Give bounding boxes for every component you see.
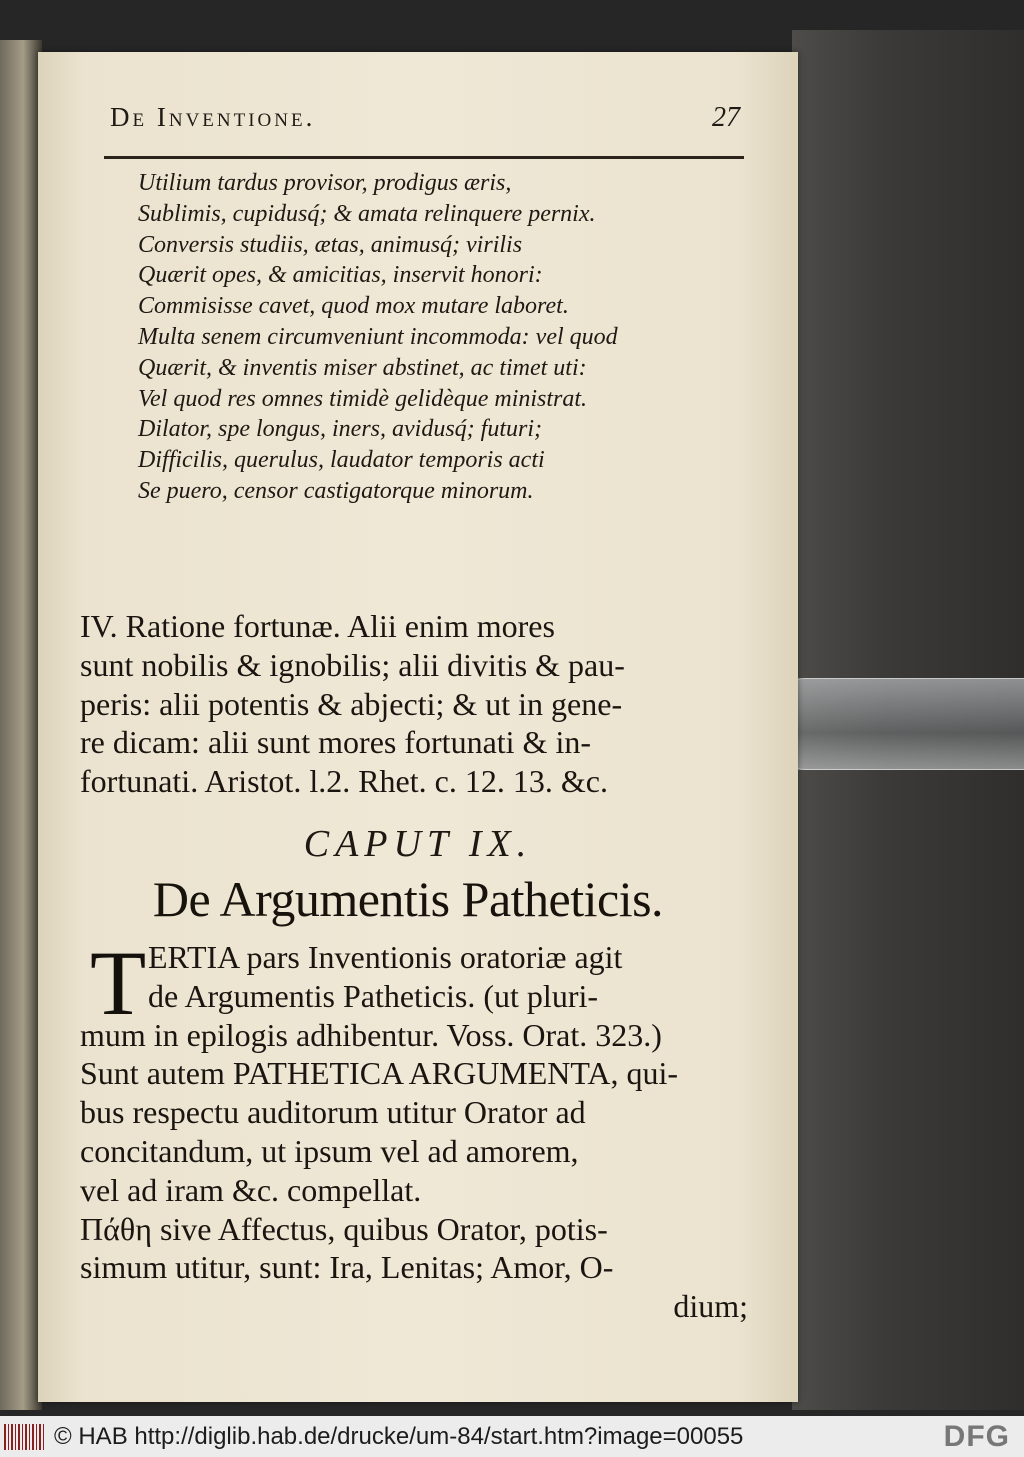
text-line: concitandum, ut ipsum vel ad amorem, [80, 1132, 579, 1169]
text-line: Sunt autem PATHETICA ARGUMENTA, qui- [80, 1055, 679, 1092]
page-number: 27 [712, 102, 740, 133]
verse-block [138, 168, 758, 507]
verse-line: Multa senem circumveniunt incommoda: vel quod [138, 323, 618, 350]
copyright-link[interactable]: © HAB http://diglib.hab.de/drucke/um-84/start.htm?image=00055 [54, 1422, 744, 1450]
previous-page-edge [0, 40, 42, 1410]
text-line: Πάθη sive Affectus, quibus Orator, potis- [80, 1210, 608, 1247]
paragraph-pathetic-arguments [80, 932, 756, 1326]
text-line: ERTIA pars Inventionis oratoriæ agit [148, 939, 623, 975]
text-line: vel ad iram &c. compellat. [80, 1171, 422, 1208]
drop-cap: T [90, 932, 147, 1034]
text-line: simum utitur, sunt: Ira, Lenitas; Amor, O- [80, 1249, 614, 1286]
verse-line: Sublimis, cupidusq́; & amata relinquere pernix. [138, 200, 596, 227]
verse-line: Vel quod res omnes timidè gelidèque ministrat. [138, 385, 588, 412]
chapter-title: De Argumentis Patheticis. [152, 871, 664, 927]
verse-line: Utilium tardus provisor, prodigus æris, [138, 170, 512, 196]
text-line: peris: alii potentis & abjecti; & ut in gene- [80, 685, 623, 722]
text-line: re dicam: alii sunt mores fortunati & in- [80, 724, 591, 761]
text-line: bus respectu auditorum utitur Orator ad [80, 1094, 586, 1131]
book-page [38, 52, 798, 1402]
chapter-number: CAPUT IX. [303, 823, 533, 865]
viewer-footer [0, 1416, 1024, 1457]
verse-line: Se puero, censor castigatorque minorum. [138, 477, 534, 504]
dfg-logo: DFG [943, 1419, 1010, 1453]
text-line: IV. Ratione fortunæ. Alii enim mores [80, 608, 555, 644]
paragraph-fortune [80, 607, 756, 801]
verse-line: Difficilis, querulus, laudator temporis acti [138, 447, 545, 474]
verse-line: Quærit opes, & amicitias, inservit honori: [138, 262, 543, 289]
text-line: dium; [673, 1288, 748, 1325]
verse-line: Commisisse cavet, quod mox mutare laboret. [138, 293, 569, 320]
verse-line: Dilator, spe longus, iners, avidusq́; futuri; [138, 416, 543, 443]
page-clip [760, 678, 1024, 770]
text-line: sunt nobilis & ignobilis; alii divitis & pau- [80, 646, 625, 683]
text-line: mum in epilogis adhibentur. Voss. Orat. 323.) [80, 1016, 662, 1053]
hab-barcode-icon [4, 1424, 44, 1450]
running-head: De Inventione. [110, 102, 316, 132]
page-header [110, 102, 750, 142]
text-line: de Argumentis Patheticis. (ut pluri- [148, 977, 599, 1014]
verse-line: Quærit, & inventis miser abstinet, ac timet uti: [138, 354, 587, 381]
header-rule [104, 156, 744, 159]
verse-line: Conversis studiis, ætas, animusq́; virilis [138, 231, 523, 258]
text-line: fortunati. Aristot. l.2. Rhet. c. 12. 13. &c. [80, 763, 608, 800]
